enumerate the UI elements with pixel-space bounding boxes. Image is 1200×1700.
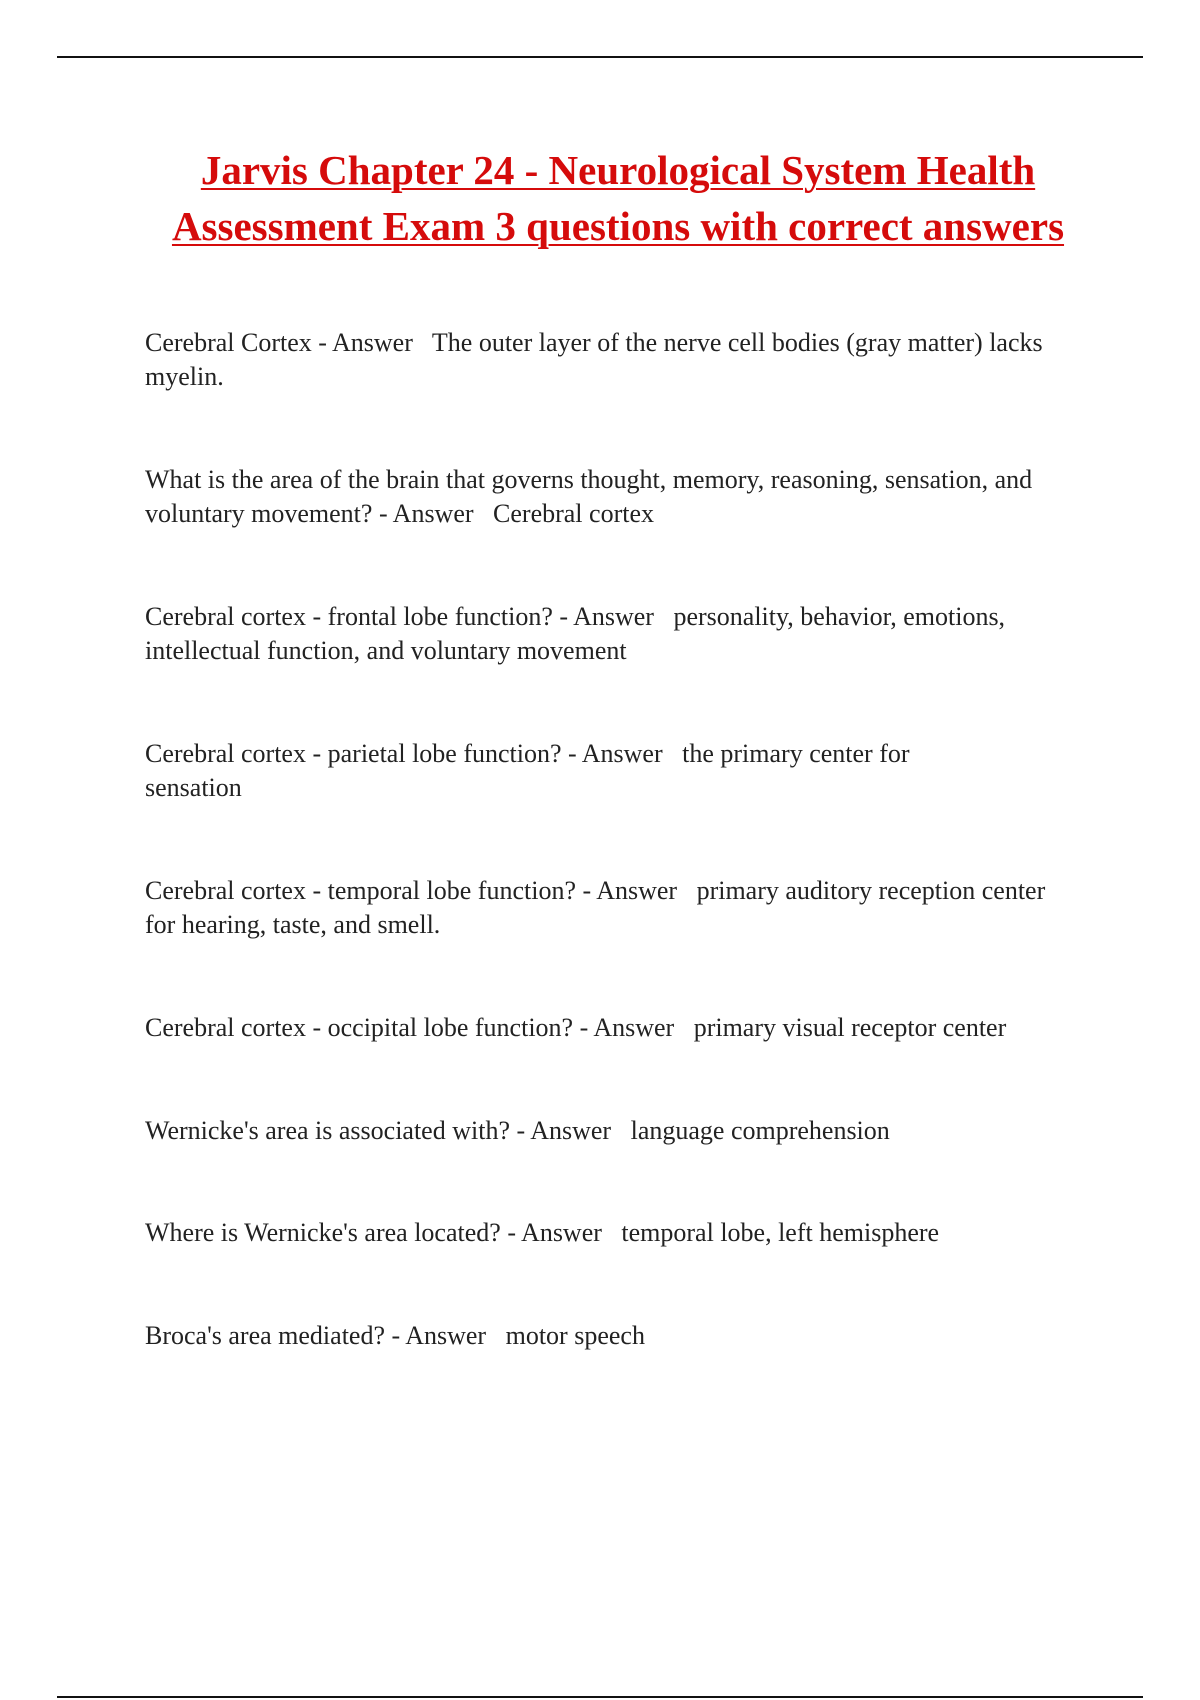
qa-item-5 [145, 874, 1065, 942]
answer-text: The outer layer of the nerve cell bodies (gray matter) lacks myelin. [145, 328, 1050, 391]
qa-item-1 [145, 326, 1065, 394]
answer-text: personality, behavior, emotions, intellectual function, and voluntary movement [145, 602, 1012, 665]
answer-text: Cerebral cortex [493, 499, 654, 528]
qa-item-3 [145, 600, 1090, 668]
answer-separator: - Answer [372, 499, 494, 528]
bottom-rule [57, 1696, 1143, 1698]
answer-text: language comprehension [630, 1116, 890, 1145]
top-rule [57, 56, 1143, 58]
answer-separator: - Answer [552, 602, 674, 631]
question-text: What is the area of the brain that governs thought, memory, reasoning, sensation, and voluntary movement? [145, 465, 1039, 528]
answer-separator: - Answer [510, 1116, 631, 1145]
answer-text: temporal lobe, left hemisphere [621, 1218, 940, 1247]
answer-separator: - Answer [573, 1013, 694, 1042]
answer-separator: - Answer [561, 739, 683, 768]
question-text: Broca's area mediated? [145, 1321, 385, 1350]
answer-separator: - Answer [500, 1218, 622, 1247]
document-title: Jarvis Chapter 24 - Neurological System Health Assessment Exam 3 questions with correct answers [171, 147, 1065, 249]
question-text: Cerebral Cortex [145, 328, 312, 357]
answer-text: the primary center for sensation [145, 739, 917, 802]
qa-item-4 [145, 737, 1005, 805]
qa-item-8 [145, 1216, 1090, 1250]
question-text: Cerebral cortex - temporal lobe function? [145, 876, 576, 905]
question-text: Cerebral cortex - frontal lobe function? [145, 602, 553, 631]
qa-item-9 [145, 1319, 1090, 1353]
qa-item-7 [145, 1114, 1090, 1148]
answer-separator: - Answer [385, 1321, 506, 1350]
question-text: Cerebral cortex - occipital lobe function? [145, 1013, 574, 1042]
qa-item-2 [145, 463, 1090, 531]
qa-item-6 [145, 1011, 1090, 1045]
question-text: Cerebral cortex - parietal lobe function? [145, 739, 562, 768]
question-text: Where is Wernicke's area located? [145, 1218, 501, 1247]
answer-text: primary auditory reception center for hearing, taste, and smell. [145, 876, 1052, 939]
question-text: Wernicke's area is associated with? [145, 1116, 510, 1145]
answer-separator: - Answer [575, 876, 697, 905]
answer-separator: - Answer [311, 328, 432, 357]
answer-text: primary visual receptor center [693, 1013, 1007, 1042]
answer-text: motor speech [505, 1321, 645, 1350]
